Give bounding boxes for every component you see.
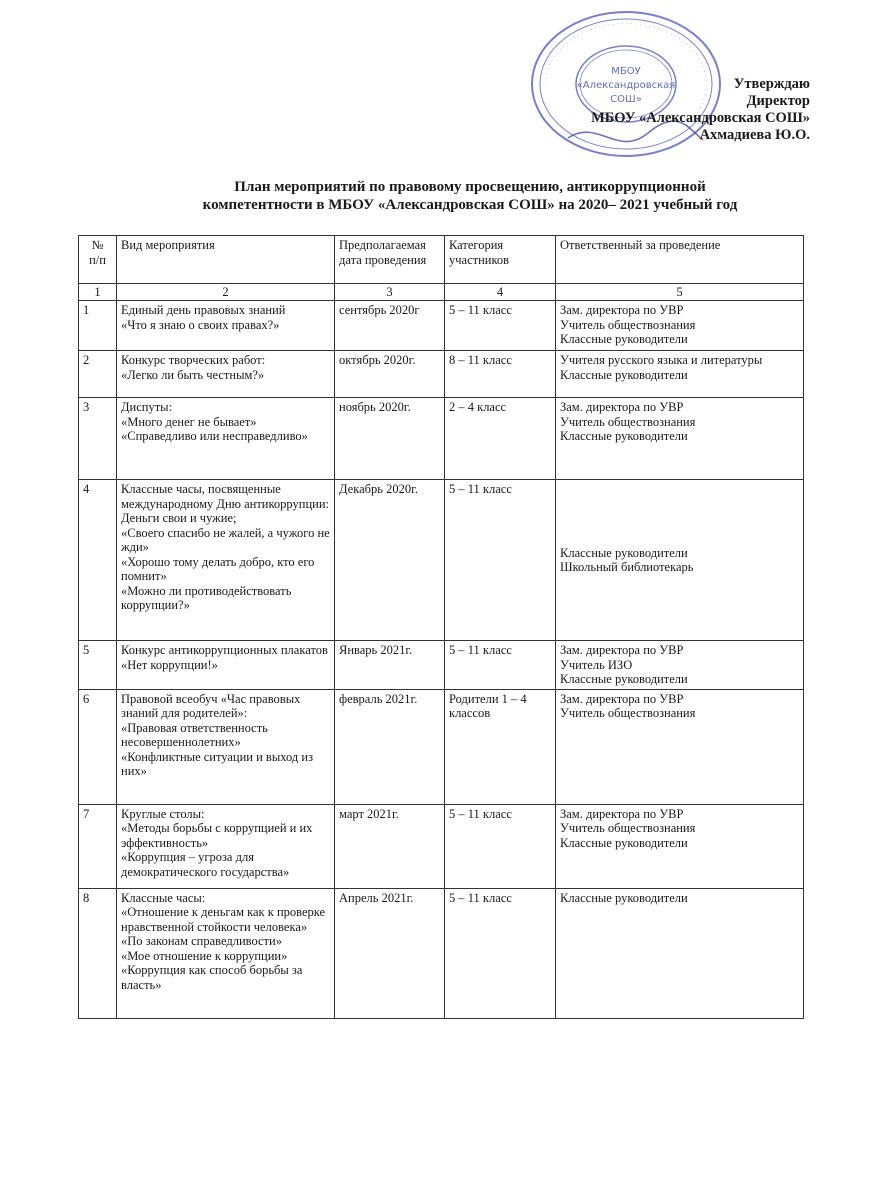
date-cell: март 2021г.	[335, 804, 445, 888]
event-cell: Правовой всеобуч «Час правовых знаний для родителей»: «Правовая ответственность несовершеннолетних» «Конфликтные ситуации и выход из них»	[117, 689, 335, 804]
participants-cell: 5 – 11 класс	[445, 480, 556, 641]
responsible-cell: Учителя русского языка и литературы Классные руководители	[556, 351, 804, 398]
participants-cell: 5 – 11 класс	[445, 301, 556, 351]
stamp-line-2: «Александровская	[576, 80, 676, 91]
title-line-2: компетентности в МБОУ «Александровская СОШ» на 2020– 2021 учебный год	[202, 197, 738, 213]
column-number: 1	[79, 284, 117, 301]
approval-line-name: Ахмадиева Ю.О.	[699, 127, 810, 143]
table-row	[79, 480, 804, 641]
header-event-type: Вид мероприятия	[117, 236, 335, 284]
approval-line-position: Директор	[746, 93, 810, 109]
stamp-line-3: СОШ»	[610, 94, 642, 105]
responsible-cell: Зам. директора по УВР Учитель обществознания Классные руководители	[556, 301, 804, 351]
header-date: Предполагаемая дата проведения	[335, 236, 445, 284]
row-number: 1	[79, 301, 117, 351]
header-responsible: Ответственный за проведение	[556, 236, 804, 284]
event-cell: Круглые столы: «Методы борьбы с коррупцией и их эффективность» «Коррупция – угроза для демократического государства»	[117, 804, 335, 888]
row-number: 8	[79, 888, 117, 1018]
participants-cell: 2 – 4 класс	[445, 398, 556, 480]
date-cell: ноябрь 2020г.	[335, 398, 445, 480]
participants-cell: Родители 1 – 4 классов	[445, 689, 556, 804]
event-cell: Классные часы: «Отношение к деньгам как к проверке нравственной стойкости человека» «По законам справедливости» «Мое отношение к коррупции» «Коррупция как способ борьбы за власть»	[117, 888, 335, 1018]
stamp-line-1: МБОУ	[611, 66, 641, 77]
responsible-cell: Зам. директора по УВР Учитель обществознания	[556, 689, 804, 804]
column-number: 2	[117, 284, 335, 301]
participants-cell: 5 – 11 класс	[445, 804, 556, 888]
title-line-1: План мероприятий по правовому просвещению, антикоррупционной	[234, 179, 706, 195]
approval-line-school: МБОУ «Александровская СОШ»	[591, 110, 810, 126]
header-participants: Категория участников	[445, 236, 556, 284]
column-number: 5	[556, 284, 804, 301]
table-row	[79, 301, 804, 351]
responsible-cell: Классные руководители Школьный библиотекарь	[556, 480, 804, 641]
date-cell: Декабрь 2020г.	[335, 480, 445, 641]
event-cell: Классные часы, посвященные международному Дню антикоррупции: Деньги свои и чужие; «Своего спасибо не жалей, а чужого не жди» «Хорошо тому делать добро, кто его помнит» «Можно ли противодействовать коррупции?»	[117, 480, 335, 641]
header-number: № п/п	[79, 236, 117, 284]
table-row	[79, 888, 804, 1018]
row-number: 7	[79, 804, 117, 888]
table-header-row	[79, 236, 804, 284]
participants-cell: 5 – 11 класс	[445, 641, 556, 690]
row-number: 3	[79, 398, 117, 480]
participants-cell: 5 – 11 класс	[445, 888, 556, 1018]
row-number: 5	[79, 641, 117, 690]
responsible-cell: Зам. директора по УВР Учитель обществознания Классные руководители	[556, 804, 804, 888]
event-cell: Единый день правовых знаний «Что я знаю о своих правах?»	[117, 301, 335, 351]
table-row	[79, 398, 804, 480]
table-row	[79, 351, 804, 398]
table-row	[79, 689, 804, 804]
participants-cell: 8 – 11 класс	[445, 351, 556, 398]
date-cell: Январь 2021г.	[335, 641, 445, 690]
row-number: 2	[79, 351, 117, 398]
date-cell: октябрь 2020г.	[335, 351, 445, 398]
event-cell: Конкурс творческих работ: «Легко ли быть честным?»	[117, 351, 335, 398]
approval-line-approve: Утверждаю	[733, 76, 810, 92]
events-plan-table	[78, 235, 804, 1019]
row-number: 4	[79, 480, 117, 641]
row-number: 6	[79, 689, 117, 804]
date-cell: Апрель 2021г.	[335, 888, 445, 1018]
table-row	[79, 804, 804, 888]
event-cell: Конкурс антикоррупционных плакатов «Нет коррупции!»	[117, 641, 335, 690]
responsible-cell: Зам. директора по УВР Учитель обществознания Классные руководители	[556, 398, 804, 480]
responsible-cell: Зам. директора по УВР Учитель ИЗО Классные руководители	[556, 641, 804, 690]
event-cell: Диспуты: «Много денег не бывает» «Справедливо или несправедливо»	[117, 398, 335, 480]
date-cell: февраль 2021г.	[335, 689, 445, 804]
date-cell: сентябрь 2020г	[335, 301, 445, 351]
svg-text:· · · · · · · · · · · · · · ·: · · · · · · · · · · · · · · · · · · · · · · · · · · · · · · · · · · · · · · · · · · · · · · · · · · · · · ·	[541, 19, 711, 111]
approval-block	[510, 76, 810, 144]
document-title	[90, 178, 850, 214]
column-numbers-row	[79, 284, 804, 301]
column-number: 3	[335, 284, 445, 301]
table-row	[79, 641, 804, 690]
responsible-cell: Классные руководители	[556, 888, 804, 1018]
column-number: 4	[445, 284, 556, 301]
